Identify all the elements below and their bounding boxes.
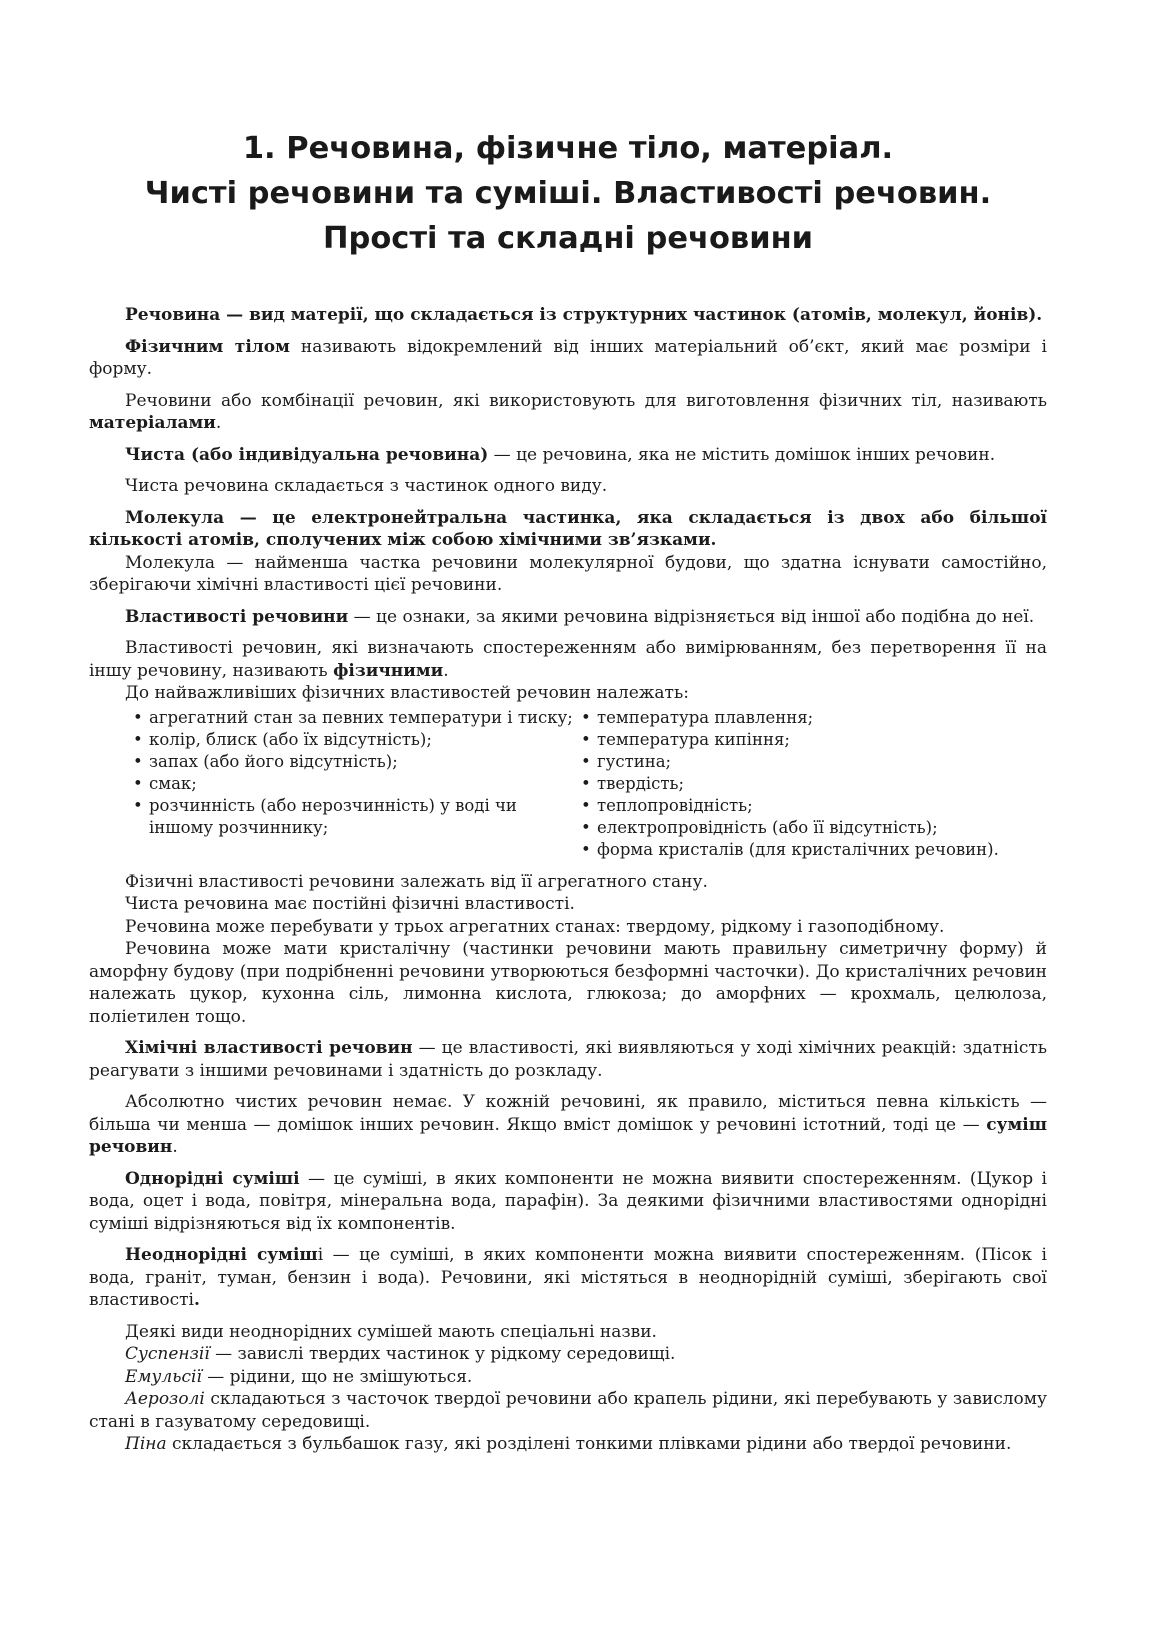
paragraph: До найважливіших фізичних властивостей речовин належать:	[125, 683, 689, 703]
paragraph: Фізичні властивості речовини залежать від її агрегатного стану.	[125, 871, 708, 892]
paragraph: Чиста речовина має постійні фізичні властивості.	[125, 894, 575, 914]
paragraph: Речовина може перебувати у трьох агрегатних станах: твердому, рідкому і газоподібному.	[125, 916, 945, 937]
paragraph: Піна складається з бульбашок газу, які розділені тонкими плівками рідини або твердої речовини.	[125, 1434, 1012, 1454]
list-item: • форма кристалів (для кристалічних речовин).	[581, 839, 1047, 861]
list-item: • температура кипіння;	[581, 729, 1047, 751]
paragraph: Емульсії — рідини, що не змішуються.	[125, 1366, 473, 1387]
paragraph: Чиста (або індивідуальна речовина) — це речовина, яка не містить домішок інших речовин.	[125, 444, 996, 465]
paragraph: Абсолютно чистих речовин немає. У кожній речовині, як правило, міститься певна кількість — більша чи менша — домішок інших речовин. Якщо вміст домішок у речовині істотний, тоді це — суміш речовин.	[89, 1092, 1047, 1157]
paragraph: Властивості речовин, які визначають спостереженням або вимірюванням, без перетворення її на іншу речовину, називають фізичними.	[89, 638, 1047, 681]
list-item: • розчинність (або нерозчинність) у воді чи іншому розчиннику;	[133, 795, 581, 839]
list-item: • густина;	[581, 751, 1047, 773]
paragraph: Чиста речовина складається з частинок одного виду.	[125, 476, 608, 496]
list-item: • теплопровідність;	[581, 795, 1047, 817]
title-line: Чисті речовини та суміші. Властивості речовин.	[144, 176, 992, 211]
paragraph: Деякі види неоднорідних сумішей мають спеціальні назви.	[125, 1321, 657, 1342]
list-item: • запах (або його відсутність);	[133, 751, 581, 773]
paragraph: Речовини або комбінації речовин, які використовують для виготовлення фізичних тіл, називають матеріалами.	[89, 390, 1047, 433]
paragraph: Фізичним тілом називають відокремлений від інших матеріальний об’єкт, який має розміри і форму.	[89, 336, 1047, 379]
paragraph: Речовина — вид матерії, що складається із структурних частинок (атомів, молекул, йонів).	[125, 305, 1043, 325]
properties-list-left	[133, 707, 581, 861]
paragraph: Однорідні суміші — це суміші, в яких компоненти не можна виявити спостереженням. (Цукор і вода, оцет і вода, повітря, мінеральна вода, парафін). За деякими фізичними властивостями однорідні суміші відрізняються від їх компонентів.	[89, 1168, 1047, 1234]
list-item: • смак;	[133, 773, 581, 795]
paragraph: Речовина може мати кристалічну (частинки речовини мають правильну симетричну форму) й аморфну будову (при подрібненні речовини утворюються безформні часточки). До кристалічних речовин належать цукор, кухонна сіль, лимонна кислота, глюкоза; до аморфних — крохмаль, целюлоза, поліетилен тощо.	[89, 939, 1047, 1027]
title-line: Прості та складні речовини	[322, 221, 814, 256]
list-item: • температура плавлення;	[581, 707, 1047, 729]
paragraph: Неоднорідні сумiші — це суміші, в яких компоненти можна виявити спостереженням. (Пісок і вода, граніт, туман, бензин і вода). Речовини, які містяться в неоднорідній суміші, зберігають свої властивості.	[89, 1245, 1047, 1310]
paragraph: Молекула — це електронейтральна частинка, яка складається із двох або більшої кількості атомів, сполучених між собою хімічними зв’язками.	[89, 507, 1047, 550]
page-title	[89, 126, 1047, 261]
paragraph: Аерозолі складаються з часточок твердої речовини або крапель рідини, які перебувають у завислому стані в газуватому середовищі.	[89, 1389, 1047, 1432]
properties-list	[89, 707, 1047, 861]
properties-list-right	[581, 707, 1047, 861]
list-item: • електропровідність (або її відсутність);	[581, 817, 1047, 839]
list-item: • колір, блиск (або їх відсутність);	[133, 729, 581, 751]
paragraph: Молекула — найменша частка речовини молекулярної будови, що здатна існувати самостійно, зберігаючи хімічні властивості цієї речовини.	[89, 552, 1047, 595]
paragraph: Властивості речовини — це ознаки, за якими речовина відрізняється від іншої або подібна до неї.	[125, 606, 1035, 627]
paragraph: Хімічні властивості речовин — це властивості, які виявляються у ході хімічних реакцій: здатність реагувати з іншими речовинами і здатність до розкладу.	[89, 1038, 1047, 1081]
paragraph: Суспензії — завислі твердих частинок у рідкому середовищі.	[125, 1344, 676, 1364]
title-line: 1. Речовина, фізичне тіло, матеріал.	[242, 131, 894, 166]
list-item: • агрегатний стан за певних температури і тиску;	[133, 707, 581, 729]
list-item: • твердість;	[581, 773, 1047, 795]
